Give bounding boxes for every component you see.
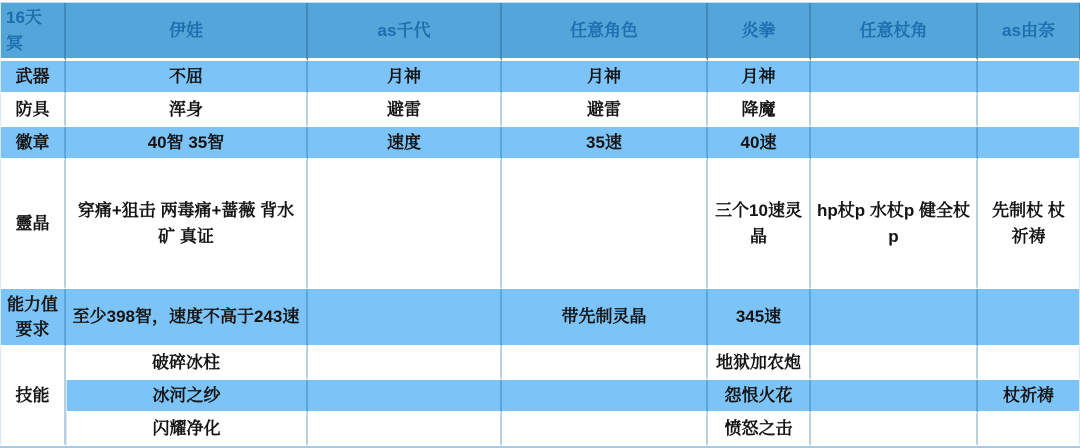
cell[interactable]: [811, 347, 978, 380]
cell[interactable]: [811, 289, 978, 347]
cell[interactable]: [308, 380, 502, 413]
cell[interactable]: 冰河之纱: [66, 380, 308, 413]
skill-row-3: [0, 413, 1080, 446]
cell[interactable]: [811, 413, 978, 446]
cell[interactable]: 愤怒之击: [708, 413, 811, 446]
cell[interactable]: 月神: [308, 61, 502, 94]
row-label-weapon[interactable]: 武器: [0, 61, 66, 94]
cell[interactable]: [308, 160, 502, 289]
spreadsheet-table: [0, 2, 1080, 448]
cell[interactable]: [978, 127, 1080, 160]
cell[interactable]: 40速: [708, 127, 811, 160]
cell[interactable]: 闪耀净化: [66, 413, 308, 446]
cell[interactable]: 345速: [708, 289, 811, 347]
skill-row-2: [0, 380, 1080, 413]
col-header-as-younai[interactable]: as由奈: [978, 3, 1080, 61]
cell[interactable]: 35速: [502, 127, 708, 160]
cell[interactable]: 不屈: [66, 61, 308, 94]
cell[interactable]: [502, 160, 708, 289]
cell[interactable]: 地狱加农炮: [708, 347, 811, 380]
col-header-renyi-juese[interactable]: 任意角色: [502, 3, 708, 61]
stat-requirement-row: [0, 289, 1080, 347]
cell[interactable]: 先制杖 杖祈祷: [978, 160, 1080, 289]
cell[interactable]: [308, 289, 502, 347]
cell[interactable]: 速度: [308, 127, 502, 160]
cell[interactable]: 杖祈祷: [978, 380, 1080, 413]
cell[interactable]: [811, 127, 978, 160]
cell[interactable]: 至少398智，速度不高于243速: [66, 289, 308, 347]
cell[interactable]: [811, 380, 978, 413]
table-title-cell[interactable]: 16天冥: [0, 3, 66, 61]
col-header-yiwa[interactable]: 伊娃: [66, 3, 308, 61]
cell[interactable]: [978, 61, 1080, 94]
cell[interactable]: 浑身: [66, 94, 308, 127]
cell[interactable]: 三个10速灵晶: [708, 160, 811, 289]
row-label-badge[interactable]: 徽章: [0, 127, 66, 160]
cell[interactable]: [502, 413, 708, 446]
cell[interactable]: 避雷: [308, 94, 502, 127]
cell[interactable]: [502, 347, 708, 380]
cell[interactable]: 40智 35智: [66, 127, 308, 160]
cell[interactable]: [811, 61, 978, 94]
skill-row-1: [0, 347, 1080, 380]
cell[interactable]: hp杖p 水杖p 健全杖p: [811, 160, 978, 289]
cell[interactable]: [811, 94, 978, 127]
cell[interactable]: [308, 413, 502, 446]
row-label-spirit-gem[interactable]: 靈晶: [0, 160, 66, 289]
cell[interactable]: 避雷: [502, 94, 708, 127]
weapon-row: [0, 61, 1080, 94]
row-label-stat-requirement[interactable]: 能力值要求: [0, 289, 66, 347]
cell[interactable]: 降魔: [708, 94, 811, 127]
row-label-skills[interactable]: 技能: [0, 347, 66, 446]
cell[interactable]: [308, 347, 502, 380]
col-header-as-qiandai[interactable]: as千代: [308, 3, 502, 61]
cell[interactable]: [502, 380, 708, 413]
cell[interactable]: 带先制灵晶: [502, 289, 708, 347]
cell[interactable]: 月神: [502, 61, 708, 94]
cell[interactable]: [978, 94, 1080, 127]
row-label-armor[interactable]: 防具: [0, 94, 66, 127]
cell[interactable]: 穿痛+狙击 两毒痛+蔷薇 背水矿 真证: [66, 160, 308, 289]
armor-row: [0, 94, 1080, 127]
cell[interactable]: 破碎冰柱: [66, 347, 308, 380]
cell[interactable]: [978, 413, 1080, 446]
cell[interactable]: [978, 347, 1080, 380]
col-header-yanquan[interactable]: 炎拳: [708, 3, 811, 61]
spirit-gem-row: [0, 160, 1080, 289]
badge-row: [0, 127, 1080, 160]
header-row: [0, 3, 1080, 61]
cell[interactable]: 月神: [708, 61, 811, 94]
cell[interactable]: [978, 289, 1080, 347]
col-header-renyi-zhangjiao[interactable]: 任意杖角: [811, 3, 978, 61]
cell[interactable]: 怨恨火花: [708, 380, 811, 413]
